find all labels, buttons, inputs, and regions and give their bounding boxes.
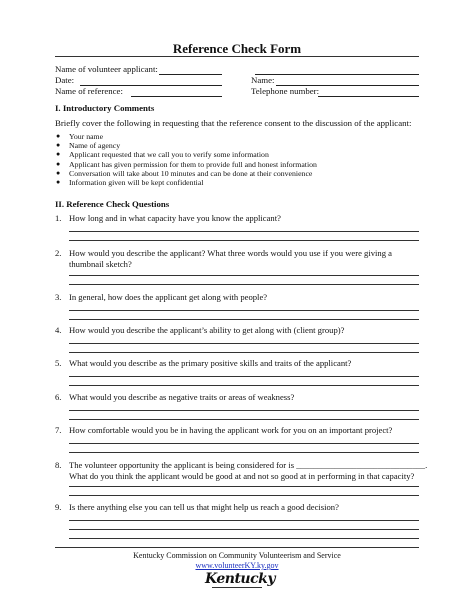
- answer-line[interactable]: [69, 452, 419, 453]
- section-intro-heading: I. Introductory Comments: [55, 103, 155, 113]
- telephone-field[interactable]: [318, 96, 419, 97]
- telephone-label: Telephone number:: [251, 86, 320, 96]
- footer-org: Kentucky Commission on Community Volunteerism and Service: [133, 551, 341, 560]
- bullet-item: ● Information given will be kept confidential: [56, 178, 204, 188]
- reference-field[interactable]: [131, 96, 222, 97]
- answer-line[interactable]: [69, 538, 419, 539]
- form-title: Reference Check Form: [172, 41, 302, 56]
- volunteer-field-extended[interactable]: [255, 74, 419, 75]
- answer-line[interactable]: [69, 385, 419, 386]
- intro-bullet-list: [55, 132, 317, 187]
- bullet-icon: ●: [56, 159, 61, 168]
- answer-line[interactable]: [69, 343, 419, 344]
- answer-line[interactable]: [69, 231, 419, 232]
- answer-line[interactable]: [69, 240, 419, 241]
- footer-rule: [55, 547, 419, 548]
- reference-label: Name of reference:: [55, 86, 123, 96]
- answer-line[interactable]: [69, 376, 419, 377]
- answer-line[interactable]: [69, 310, 419, 311]
- bullet-icon: ●: [56, 168, 61, 177]
- volunteer-field[interactable]: [159, 74, 222, 75]
- name-label: Name:: [251, 75, 275, 85]
- bullet-item: ● Applicant requested that we call you to verify some information: [56, 150, 269, 160]
- bullet-icon: ●: [56, 141, 61, 150]
- bullet-icon: ●: [56, 178, 61, 187]
- intro-text: Briefly cover the following in requesting that the reference consent to the discussion of the applicant:: [55, 118, 412, 128]
- kentucky-logo: Kentucky: [205, 571, 275, 587]
- footer-link-wrap: [0, 561, 474, 571]
- answer-line[interactable]: [69, 529, 419, 530]
- question-6: 6. What would you describe as negative traits or areas of weakness?: [55, 392, 295, 402]
- date-label: Date:: [55, 75, 75, 85]
- bullet-item: ● Conversation will take about 10 minutes and can be done at their convenience: [56, 168, 313, 178]
- footer-url-link[interactable]: www.volunteerKY.ky.gov: [195, 561, 279, 570]
- answer-line[interactable]: [69, 520, 419, 521]
- answer-line[interactable]: [69, 410, 419, 411]
- answer-line[interactable]: [69, 443, 419, 444]
- bullet-icon: ●: [56, 150, 61, 159]
- logo-underline: [212, 587, 262, 588]
- title-rule: [55, 56, 419, 57]
- answer-line[interactable]: [69, 352, 419, 353]
- question-8: 8. The volunteer opportunity the applicant is being considered for is ______________________________. What do you think the applicant would be good at and not so good at in performing in that capacity?: [55, 460, 428, 481]
- question-2: 2. How would you describe the applicant? What three words would you use if you were giving a thumbnail sketch?: [55, 248, 392, 269]
- answer-line[interactable]: [69, 284, 419, 285]
- answer-line[interactable]: [69, 486, 419, 487]
- answer-line[interactable]: [69, 319, 419, 320]
- question-7: 7. How comfortable would you be in having the applicant work for you on an important project?: [55, 425, 393, 435]
- bullet-item: ● Name of agency: [56, 141, 121, 151]
- question-5: 5. What would you describe as the primary positive skills and traits of the applicant?: [55, 358, 352, 368]
- section-questions-heading: II. Reference Check Questions: [55, 199, 170, 209]
- answer-line[interactable]: [69, 419, 419, 420]
- question-3: 3. In general, how does the applicant get along with people?: [55, 292, 268, 302]
- bullet-icon: ●: [56, 132, 61, 140]
- bullet-item: ● Your name: [56, 132, 104, 141]
- volunteer-label: Name of volunteer applicant:: [55, 64, 158, 74]
- bullet-item: ● Applicant has given permission for them to provide full and honest information: [56, 159, 317, 169]
- question-9: 9. Is there anything else you can tell us that might help us reach a good decision?: [55, 502, 339, 512]
- question-1: 1. How long and in what capacity have you know the applicant?: [55, 213, 281, 223]
- question-4: 4. How would you describe the applicant’s ability to get along with (client group)?: [55, 325, 345, 335]
- answer-line[interactable]: [69, 275, 419, 276]
- answer-line[interactable]: [69, 495, 419, 496]
